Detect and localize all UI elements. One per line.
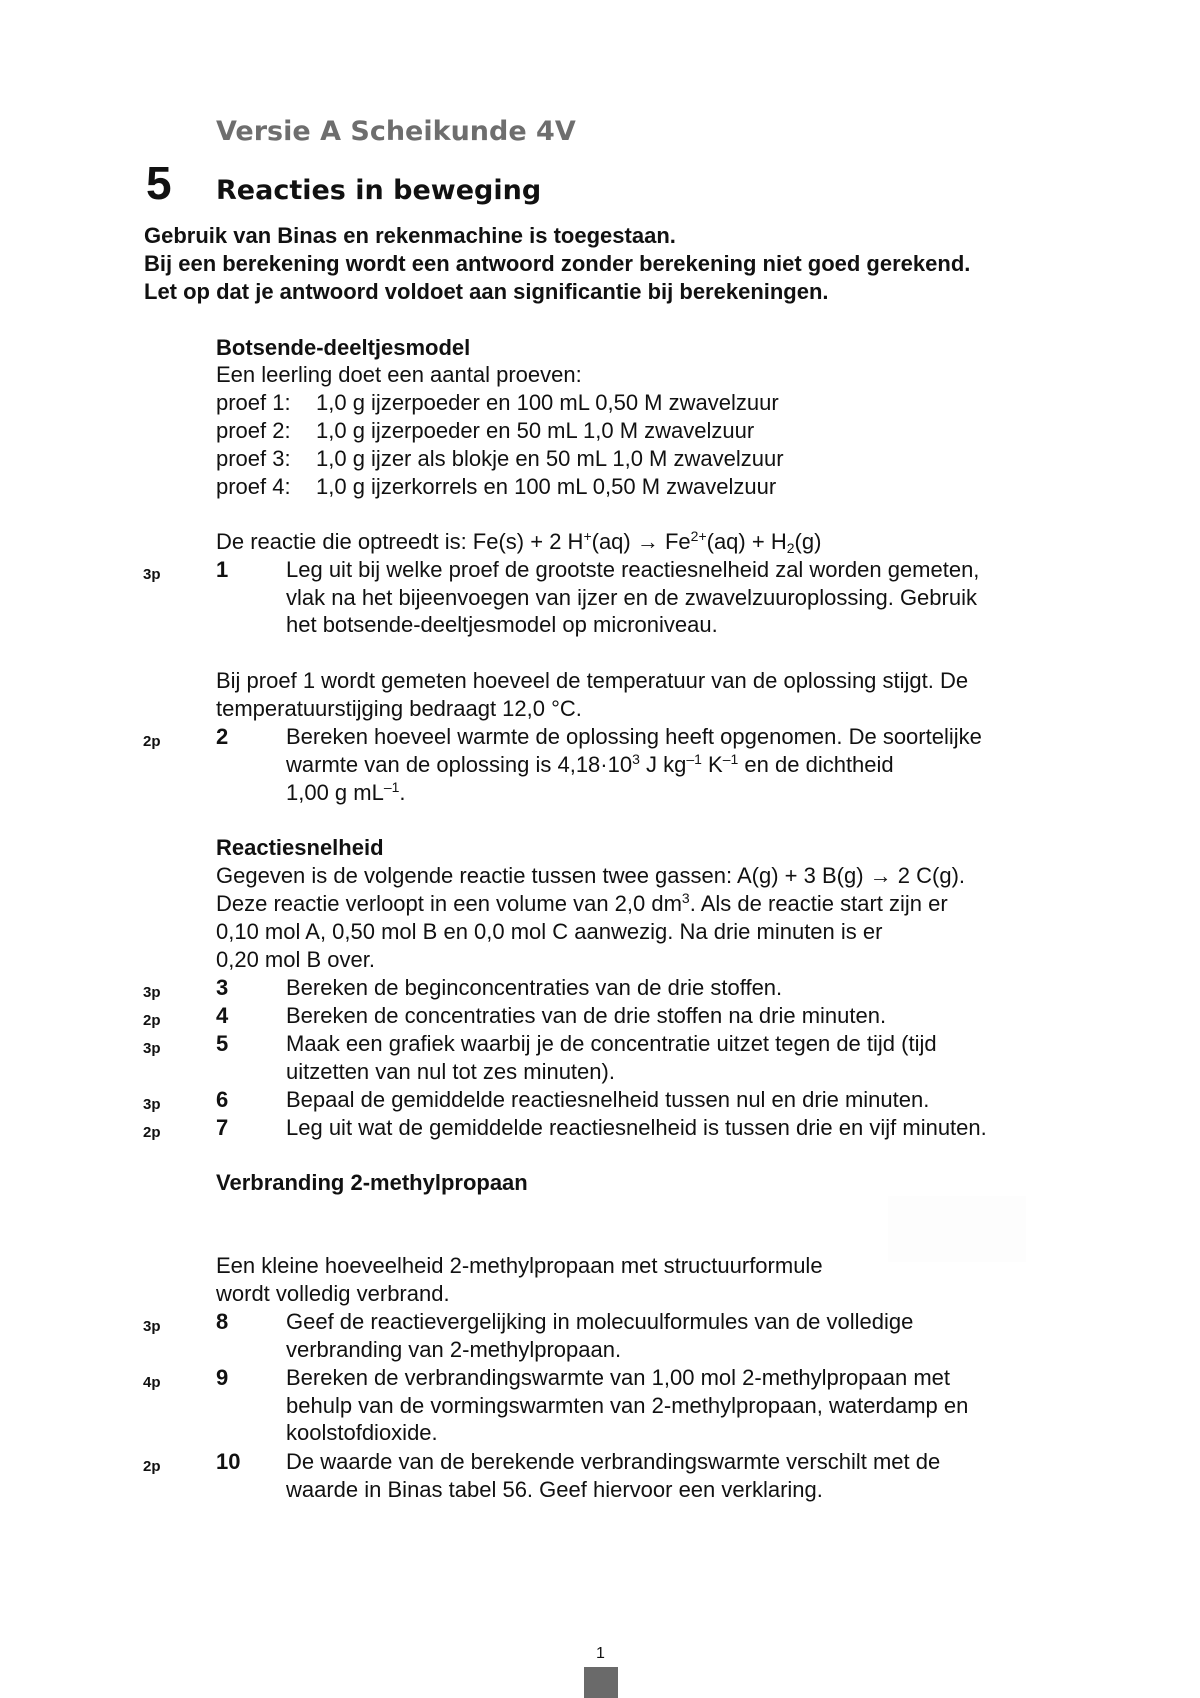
proef-row bbox=[216, 390, 779, 416]
text-part: . Als de reactie start zijn er bbox=[689, 891, 948, 916]
text-part: 1,00 g mL bbox=[286, 780, 384, 805]
context-line bbox=[216, 891, 948, 917]
question-text: Maak een grafiek waarbij je de concentratie uitzet tegen de tijd (tijd bbox=[286, 1031, 937, 1056]
superscript: 3 bbox=[632, 751, 640, 767]
question-points: 3p bbox=[143, 566, 161, 583]
question-text: het botsende-deeltjesmodel op microniveau. bbox=[286, 612, 718, 637]
question-number: 4 bbox=[216, 1003, 229, 1028]
text-part: Deze reactie verloopt in een volume van 2,0 dm bbox=[216, 891, 682, 916]
instruction-line: Bij een berekening wordt een antwoord zonder berekening niet goed gerekend. bbox=[144, 251, 971, 276]
superscript: –1 bbox=[383, 779, 400, 795]
reaction-sup: 2+ bbox=[690, 528, 707, 544]
question-number: 2 bbox=[216, 724, 229, 749]
question-number: 6 bbox=[216, 1087, 229, 1112]
proef-row bbox=[216, 474, 776, 500]
question-text: verbranding van 2-methylpropaan. bbox=[286, 1337, 622, 1362]
question-number: 1 bbox=[216, 557, 229, 582]
proef-label: proef 1: bbox=[216, 390, 291, 415]
section-title-verbranding: Verbranding 2-methylpropaan bbox=[216, 1170, 528, 1195]
question-text bbox=[286, 780, 406, 806]
context-line: 0,10 mol A, 0,50 mol B en 0,0 mol C aanwezig. Na drie minuten is er bbox=[216, 919, 883, 944]
chapter-number: 5 bbox=[146, 157, 172, 209]
reaction-part: De reactie die optreedt is: Fe(s) + 2 H bbox=[216, 529, 584, 554]
question-text: De waarde van de berekende verbrandingswarmte verschilt met de bbox=[286, 1449, 941, 1474]
text-part: warmte van de oplossing is 4,18·10 bbox=[286, 752, 633, 777]
question-text: behulp van de vormingswarmten van 2-methylpropaan, waterdamp en bbox=[286, 1393, 969, 1418]
context-line: wordt volledig verbrand. bbox=[216, 1281, 450, 1306]
version-heading: Versie A Scheikunde 4V bbox=[216, 116, 576, 147]
reaction-equation bbox=[216, 529, 821, 555]
question-number: 9 bbox=[216, 1365, 229, 1390]
instruction-line: Gebruik van Binas en rekenmachine is toegestaan. bbox=[144, 223, 676, 248]
question-number: 10 bbox=[216, 1449, 241, 1474]
question-points: 3p bbox=[143, 1040, 161, 1057]
instruction-line: Let op dat je antwoord voldoet aan significantie bij berekeningen. bbox=[144, 279, 829, 304]
question-text: Leg uit wat de gemiddelde reactiesnelheid is tussen drie en vijf minuten. bbox=[286, 1115, 987, 1140]
chapter-title: Reacties in beweging bbox=[216, 175, 542, 206]
reaction-part: (g) bbox=[794, 529, 822, 554]
text-part: K bbox=[701, 752, 723, 777]
proef-row bbox=[216, 418, 754, 444]
question-text: waarde in Binas tabel 56. Geef hiervoor een verklaring. bbox=[286, 1477, 823, 1502]
question-points: 2p bbox=[143, 1124, 161, 1141]
question-text: Leg uit bij welke proef de grootste reactiesnelheid zal worden gemeten, bbox=[286, 557, 980, 582]
text-part: J kg bbox=[639, 752, 687, 777]
question-text: vlak na het bijeenvoegen van ijzer en de zwavelzuuroplossing. Gebruik bbox=[286, 585, 977, 610]
question-text: uitzetten van nul tot zes minuten). bbox=[286, 1059, 615, 1084]
question-points: 3p bbox=[143, 1096, 161, 1113]
superscript: –1 bbox=[686, 751, 702, 767]
question-text: Bepaal de gemiddelde reactiesnelheid tussen nul en drie minuten. bbox=[286, 1087, 930, 1112]
reaction-part: (aq) + H bbox=[706, 529, 787, 554]
structure-formula-image bbox=[888, 1196, 1026, 1262]
proef-row bbox=[216, 446, 784, 472]
question-text: Bereken de concentraties van de drie stoffen na drie minuten. bbox=[286, 1003, 887, 1028]
section-title-botsende-deeltjesmodel: Botsende-deeltjesmodel bbox=[216, 335, 471, 360]
proef-label: proef 3: bbox=[216, 446, 291, 471]
proef-text: 1,0 g ijzerpoeder en 100 mL 0,50 M zwavelzuur bbox=[316, 390, 779, 415]
page-number: 1 bbox=[596, 1645, 605, 1662]
superscript: –1 bbox=[722, 751, 739, 767]
question-points: 2p bbox=[143, 1012, 161, 1029]
context-line: Bij proef 1 wordt gemeten hoeveel de temperatuur van de oplossing stijgt. De bbox=[216, 668, 969, 693]
question-points: 4p bbox=[143, 1374, 161, 1391]
context-line: Gegeven is de volgende reactie tussen twee gassen: A(g) + 3 B(g) → 2 C(g). bbox=[216, 863, 966, 888]
section1-lead: Een leerling doet een aantal proeven: bbox=[216, 362, 582, 387]
reaction-sub: 2 bbox=[786, 540, 795, 556]
question-points: 2p bbox=[143, 1458, 161, 1475]
question-number: 8 bbox=[216, 1309, 229, 1334]
question-text: Bereken de verbrandingswarmte van 1,00 mol 2-methylpropaan met bbox=[286, 1365, 951, 1390]
question-text: Bereken de beginconcentraties van de drie stoffen. bbox=[286, 975, 783, 1000]
question-text bbox=[286, 752, 894, 778]
question-text: Bereken hoeveel warmte de oplossing heeft opgenomen. De soortelijke bbox=[286, 724, 982, 749]
page-footer-block bbox=[584, 1667, 618, 1698]
question-number: 7 bbox=[216, 1115, 229, 1140]
proef-text: 1,0 g ijzerkorrels en 100 mL 0,50 M zwavelzuur bbox=[316, 474, 777, 499]
superscript: 3 bbox=[681, 890, 690, 906]
reaction-sup: + bbox=[583, 528, 592, 544]
proef-text: 1,0 g ijzerpoeder en 50 mL 1,0 M zwavelzuur bbox=[316, 418, 755, 443]
question-number: 3 bbox=[216, 975, 229, 1000]
question-text: Geef de reactievergelijking in molecuulformules van de volledige bbox=[286, 1309, 914, 1334]
proef-text: 1,0 g ijzer als blokje en 50 mL 1,0 M zwavelzuur bbox=[316, 446, 784, 471]
proef-label: proef 4: bbox=[216, 474, 291, 499]
question-number: 5 bbox=[216, 1031, 229, 1056]
question-points: 3p bbox=[143, 984, 161, 1001]
context-line: temperatuurstijging bedraagt 12,0 °C. bbox=[216, 696, 582, 721]
proef-label: proef 2: bbox=[216, 418, 291, 443]
context-line: Een kleine hoeveelheid 2-methylpropaan met structuurformule bbox=[216, 1253, 823, 1278]
reaction-part: (aq) → Fe bbox=[591, 529, 691, 554]
question-points: 3p bbox=[143, 1318, 161, 1335]
context-line: 0,20 mol B over. bbox=[216, 947, 375, 972]
text-part: en de dichtheid bbox=[738, 752, 894, 777]
section-title-reactiesnelheid: Reactiesnelheid bbox=[216, 835, 384, 860]
question-text: koolstofdioxide. bbox=[286, 1420, 438, 1445]
question-points: 2p bbox=[143, 733, 161, 750]
text-part: . bbox=[399, 780, 406, 805]
